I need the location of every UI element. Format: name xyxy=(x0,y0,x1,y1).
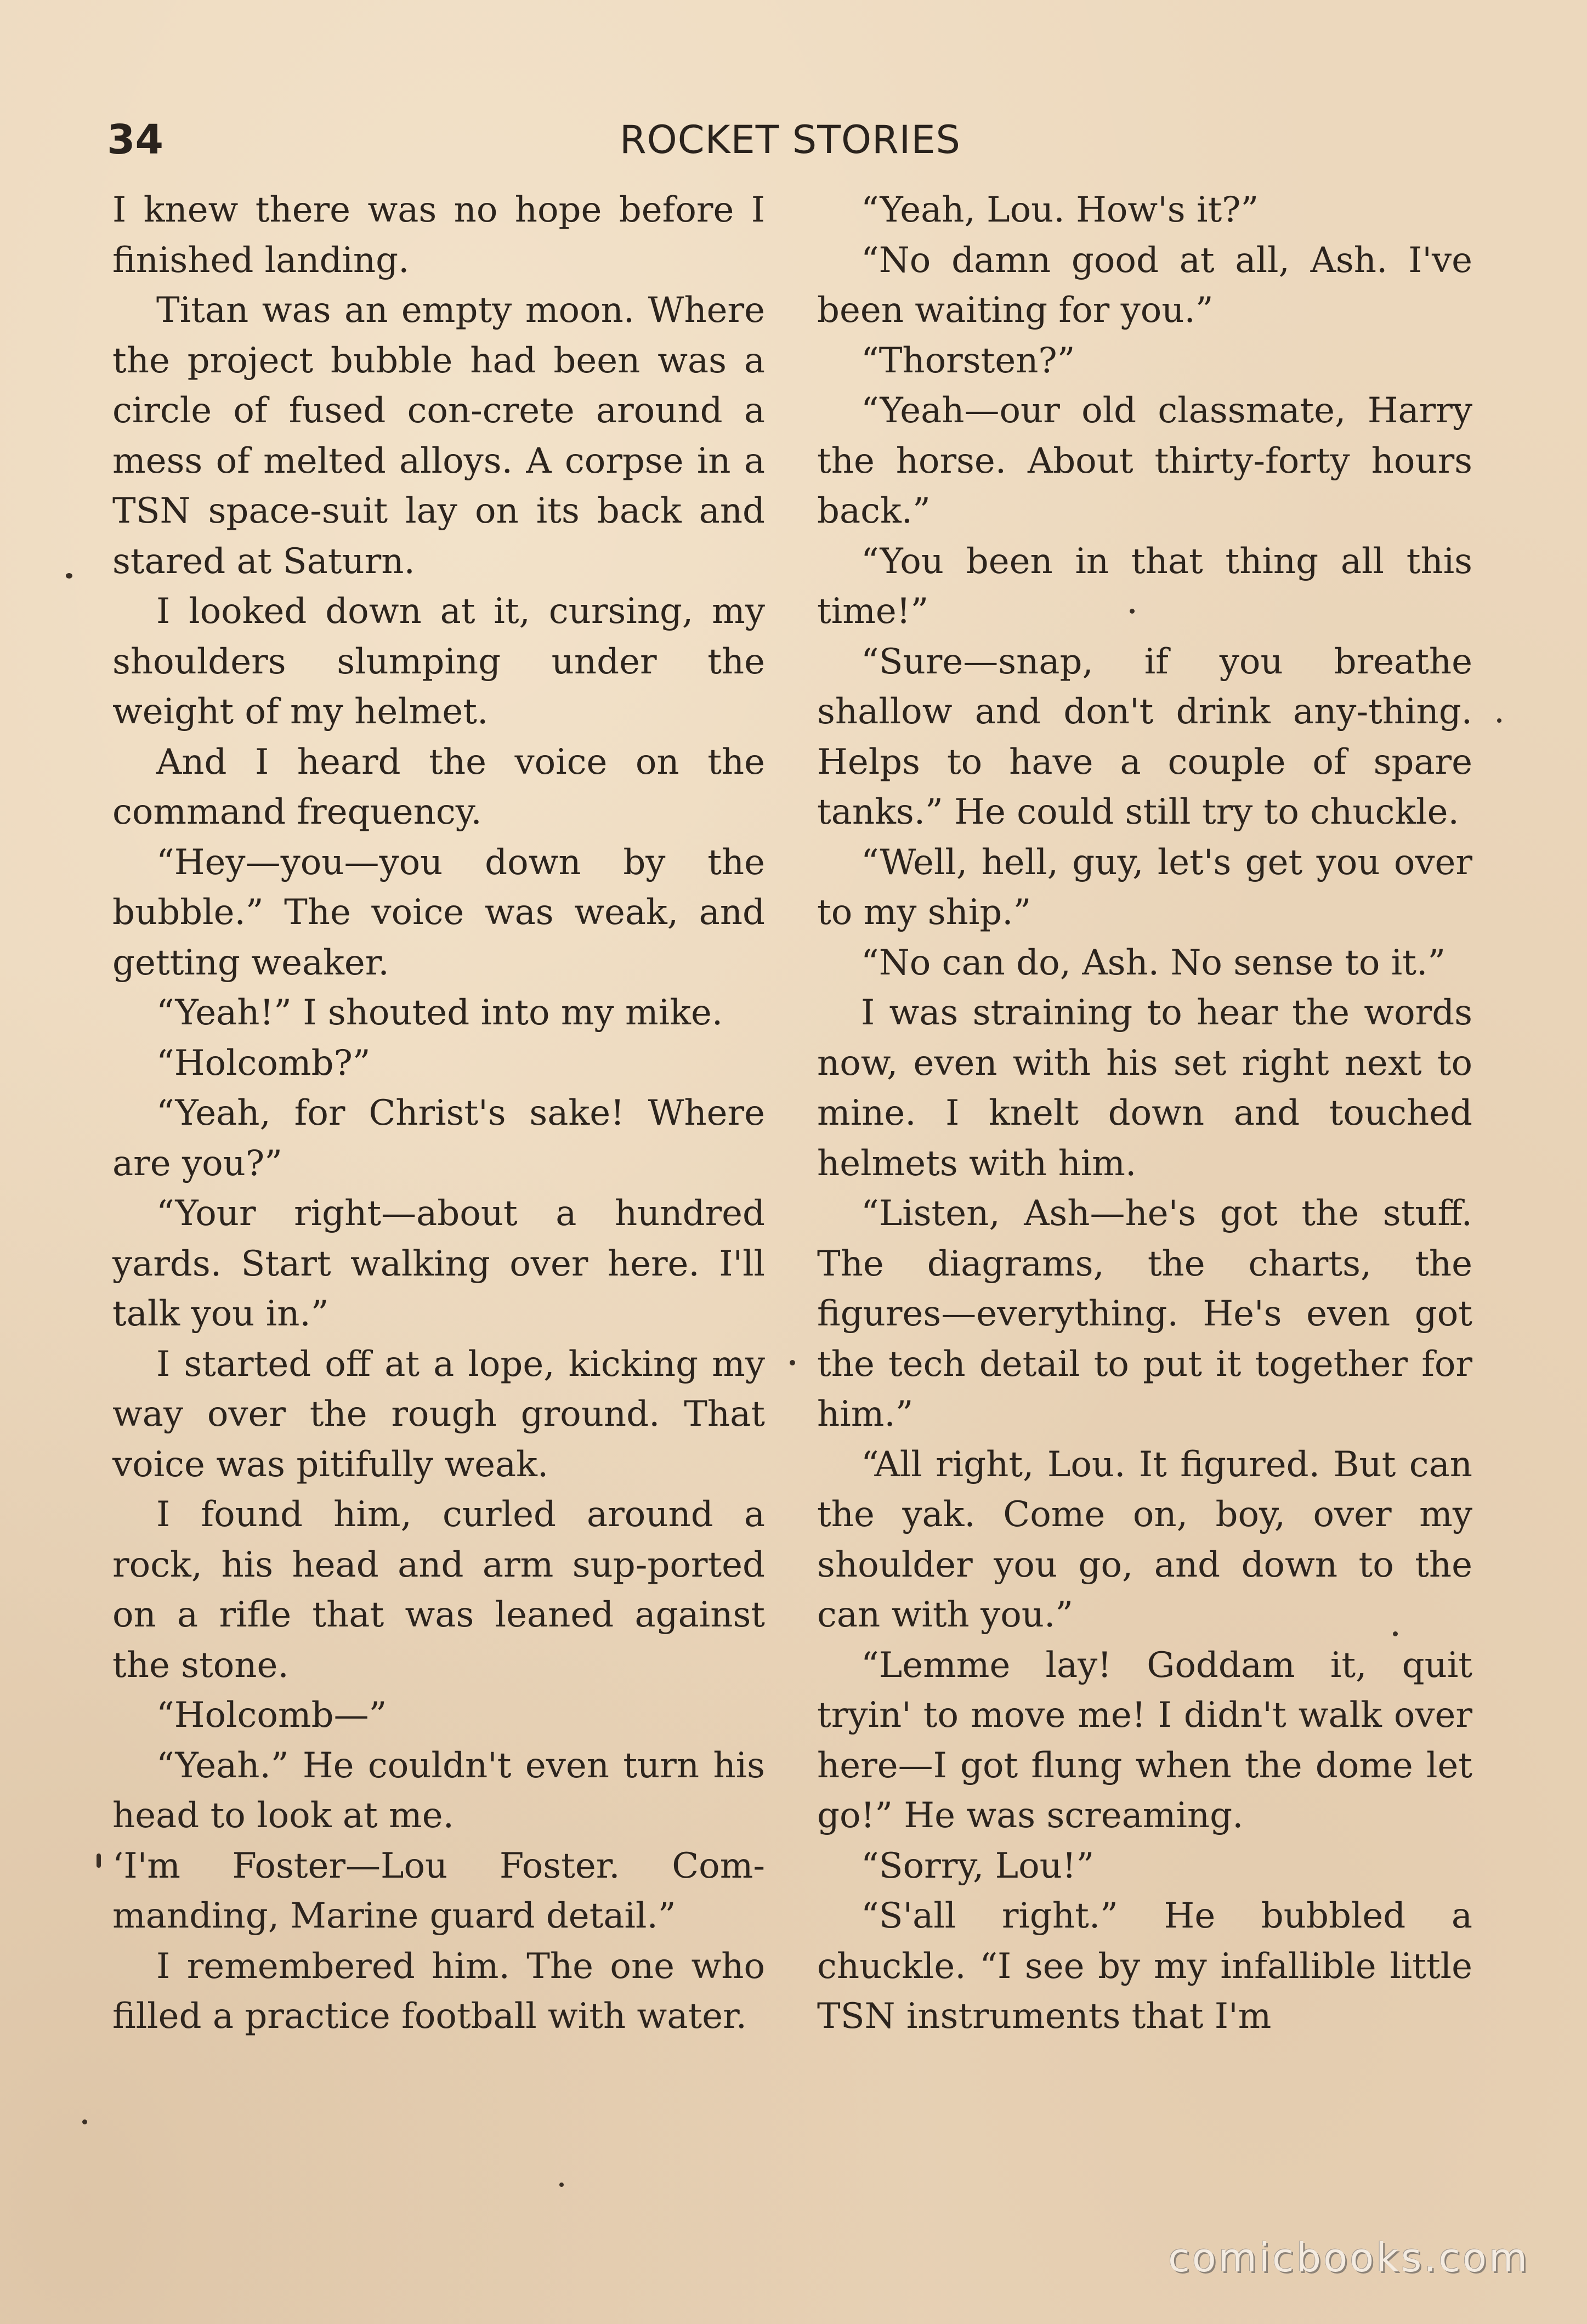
site-watermark: comicbooks.com xyxy=(1168,2235,1530,2281)
paragraph: “No can do, Ash. No sense to it.” xyxy=(861,942,1446,983)
print-speck xyxy=(1130,609,1135,614)
paragraph: “Lemme lay! Goddam it, quit tryin' to move me! I didn't walk over here—I got flung when the dome let go!” He was screaming. xyxy=(817,1645,1472,1836)
print-speck xyxy=(97,1853,101,1868)
paragraph: Titan was an empty moon. Where the project bubble had been was a circle of fused con-crete around a mess of melted alloys. A corpse in a TSN space-suit lay on its back and stared at Saturn. xyxy=(112,290,765,582)
page-number: 34 xyxy=(107,116,163,163)
paragraph: “You been in that thing all this time!” xyxy=(817,541,1472,632)
paragraph: “Yeah, for Christ's sake! Where are you?” xyxy=(112,1093,765,1184)
paragraph: I knew there was no hope before I finished landing. xyxy=(112,190,765,281)
right-text-column xyxy=(817,185,1472,2042)
print-speck xyxy=(1497,718,1501,723)
paragraph: “Yeah—our old classmate, Harry the horse. About thirty-forty hours back.” xyxy=(817,390,1472,531)
paragraph: “S'all right.” He bubbled a chuckle. “I see by my infallible little TSN instruments that I'm xyxy=(817,1896,1472,2037)
page-header xyxy=(107,110,1483,170)
print-speck xyxy=(559,2183,564,2187)
paragraph: I remembered him. The one who filled a practice football with water. xyxy=(112,1946,765,2037)
paragraph: I found him, curled around a rock, his head and arm sup-ported on a rifle that was leaned against the stone. xyxy=(112,1494,765,1686)
print-speck xyxy=(1393,1631,1398,1636)
paragraph: “Holcomb?” xyxy=(156,1042,371,1084)
paragraph: “Yeah, Lou. How's it?” xyxy=(861,190,1259,230)
paragraph: “Hey—you—you down by the bubble.” The voice was weak, and getting weaker. xyxy=(112,842,765,983)
paragraph: ‘I'm Foster—Lou Foster. Com-manding, Marine guard detail.” xyxy=(112,1845,765,1936)
print-speck xyxy=(82,2119,87,2124)
paragraph: I was straining to hear the words now, even with his set right next to mine. I knelt down and touched helmets with him. xyxy=(817,993,1472,1184)
paragraph: “Yeah!” I shouted into my mike. xyxy=(156,993,723,1033)
print-speck xyxy=(790,1360,795,1365)
paragraph: “Yeah.” He couldn't even turn his head to look at me. xyxy=(112,1745,765,1836)
paragraph: “Well, hell, guy, let's get you over to my ship.” xyxy=(817,842,1472,933)
paragraph: “No damn good at all, Ash. I've been waiting for you.” xyxy=(817,240,1472,331)
paragraph: “Holcomb—” xyxy=(156,1695,387,1736)
print-speck xyxy=(66,573,72,579)
paragraph: “Listen, Ash—he's got the stuff. The diagrams, the charts, the figures—everything. He's even got the tech detail to put it together for him.” xyxy=(817,1193,1472,1435)
left-text-column xyxy=(112,185,765,2042)
paragraph: “Thorsten?” xyxy=(861,340,1075,381)
paragraph: “Sorry, Lou!” xyxy=(861,1845,1095,1886)
paragraph: “Sure—snap, if you breathe shallow and don't drink any-thing. Helps to have a couple of spare tanks.” He could still try to chuckle. xyxy=(817,641,1472,832)
paragraph: I started off at a lope, kicking my way over the rough ground. That voice was pitifully weak. xyxy=(112,1344,765,1485)
paragraph: “All right, Lou. It figured. But can the yak. Come on, boy, over my shoulder you go, and down to the can with you.” xyxy=(817,1444,1472,1635)
paragraph: I looked down at it, cursing, my shoulders slumping under the weight of my helmet. xyxy=(112,591,765,732)
paragraph: “Your right—about a hundred yards. Start walking over here. I'll talk you in.” xyxy=(112,1193,765,1334)
paragraph: And I heard the voice on the command frequency. xyxy=(112,741,765,832)
running-title: ROCKET STORIES xyxy=(620,117,961,162)
